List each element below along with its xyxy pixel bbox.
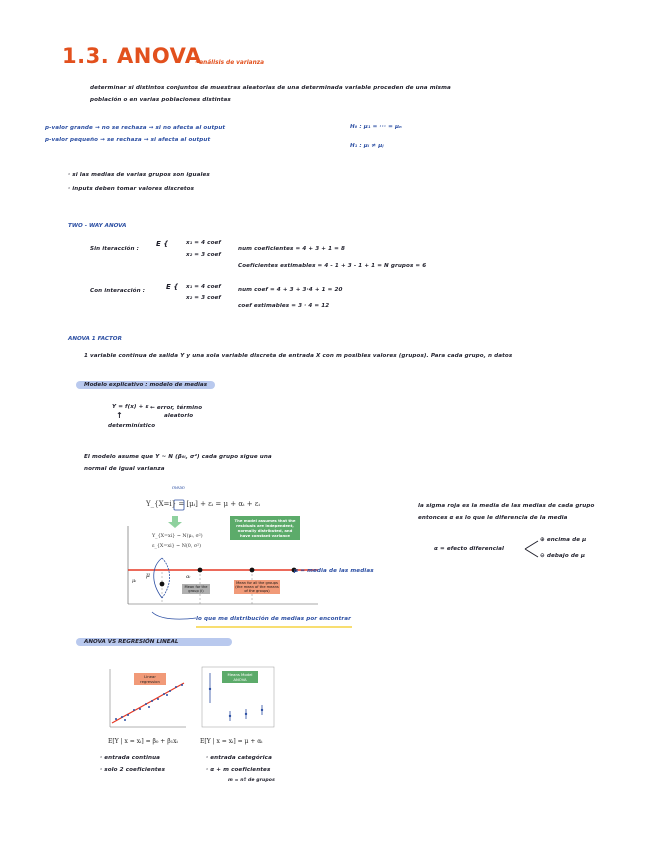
page-subtitle: · análisis de varianza	[195, 60, 265, 66]
assume-line-2: normal de igual varianza	[84, 466, 165, 472]
no-interaction-x1: x₁ = 4 coef	[186, 240, 221, 246]
arrow-up-icon: ↑	[116, 411, 123, 420]
linear-regression-plot	[104, 665, 188, 733]
no-interaction-est-coef: Coeficientes estimables = 4 - 1 + 3 - 1 + 1 = N grupos = 6	[238, 263, 427, 269]
right-note-1: la sigma roja es la media de las medias de cada grupo	[418, 503, 595, 509]
vs-heading: ANOVA VS REGRESIÓN LINEAL	[76, 638, 232, 646]
intro-line-2: población o en varias poblaciones distintas	[90, 97, 231, 103]
orange-grand-mean-box: Mean for all the groups (the mean of the means of the groups)	[235, 581, 279, 593]
one-factor-desc: 1 variable continua de salida Y y una sola variable discreta de entrada X con m posibles valores (grupos). Para cada grupo, n datos	[84, 353, 513, 359]
intro-line-1: determinar si distintos conjuntos de muestras aleatorias de una determinada variable proceden de una misma	[90, 85, 451, 91]
yellow-underline	[196, 625, 356, 629]
bottom-arrow-icon	[150, 610, 200, 624]
anova-figure	[122, 486, 320, 614]
green-assumption-box: The model assumes that the residuals are independent, normally distributed, and have constant variance	[230, 516, 300, 540]
mu-annotation: μ = media de las medias	[294, 568, 374, 574]
bullet-1: · si las medias de varias grupos son iguales	[68, 172, 210, 178]
alpha-i-label: αᵢ	[186, 574, 191, 580]
pvalue-low: p-valor pequeño → se rechaza → si afecta al output	[45, 137, 211, 143]
page-title: 1.3. ANOVA	[62, 44, 202, 68]
right-note-2: entonces α es lo que le diferencia de la media	[418, 515, 568, 521]
deterministic-label: determinístico	[108, 423, 156, 429]
anova-eq-line-1: Y_{X=xi} ~ N(μᵢ, σ²)	[152, 534, 203, 539]
alpha-up: ⊕ encima de μ	[540, 537, 587, 543]
anova-bullet-1: · entrada categórica	[206, 755, 272, 761]
no-interaction-e: E {	[156, 240, 169, 248]
alpha-down: ⊖ debajo de μ	[540, 553, 586, 559]
pvalue-high: p-valor grande → no se rechaza → si no afecta al output	[45, 125, 226, 131]
branch-icon	[524, 538, 540, 560]
bottom-annotation: lo que me distribución de medias por encontrar	[196, 616, 351, 622]
error-label: ← error, término	[150, 405, 203, 411]
with-interaction-x2: x₂ = 3 coef	[186, 295, 221, 301]
gray-group-mean-box: Mean for the group (i)	[182, 584, 210, 594]
error-label-2: aleatorio	[164, 413, 194, 419]
two-way-heading: TWO - WAY ANOVA	[68, 223, 127, 229]
one-factor-heading: ANOVA 1 FACTOR	[68, 336, 122, 342]
linear-bullet-1: · entrada continua	[100, 755, 161, 761]
anova-bullet-3: m = nº de grupos	[228, 778, 275, 783]
no-interaction-x2: x₂ = 3 coef	[186, 252, 221, 258]
no-interaction-label: Sin iteracción :	[90, 246, 139, 252]
linear-regression-box: Linear regression	[134, 673, 166, 685]
with-interaction-e: E {	[166, 283, 179, 291]
model-heading: Modelo explicativo : modelo de medias	[76, 381, 215, 389]
anova-eq: E[Y | x = xᵢ] = μ + αᵢ	[200, 738, 263, 745]
with-interaction-x1: x₁ = 4 coef	[186, 284, 221, 290]
linear-bullet-2: · solo 2 coeficientes	[100, 767, 166, 773]
assume-line-1: El modelo asume que Y ~ N (β₀ᵢ, σ²) cada grupo sigue una	[84, 454, 272, 460]
mu-i-label: μᵢ	[132, 578, 137, 584]
anova-bullet-2: · α + m coeficientes	[206, 767, 271, 773]
with-interaction-label: Con interacción :	[90, 288, 146, 294]
mean-annotation: mean	[172, 486, 185, 491]
means-model-plot	[200, 665, 276, 733]
with-interaction-est-coef: coef estimables = 3 · 4 = 12	[238, 303, 330, 309]
model-equation: Y = f(x) + ε	[112, 404, 149, 410]
mu-label: μ	[146, 572, 150, 579]
with-interaction-num-coef: num coef = 4 + 3 + 3·4 + 1 = 20	[238, 287, 343, 293]
anova-equation: Y_{X=i} = [μᵢ] + εᵢ = μ + αᵢ + εᵢ	[146, 500, 260, 508]
hypothesis-h1: H₁ : μᵢ ≠ μⱼ	[350, 143, 384, 149]
alpha-label: α = efecto diferencial	[434, 546, 505, 552]
linear-eq: E[Y | x = xᵢ] = β₀ + β₁xᵢ	[108, 738, 178, 745]
anova-eq-line-2: ε_{X=xi} ~ N(0, σ²)	[152, 544, 201, 549]
bullet-2: · inputs deben tomar valores discretos	[68, 186, 195, 192]
no-interaction-num-coef: num coeficientes = 4 + 3 + 1 = 8	[238, 246, 345, 252]
hypothesis-h0: H₀ : μ₁ = ··· = μₙ	[350, 124, 402, 130]
means-model-box: Means Model ANOVA	[222, 671, 258, 683]
